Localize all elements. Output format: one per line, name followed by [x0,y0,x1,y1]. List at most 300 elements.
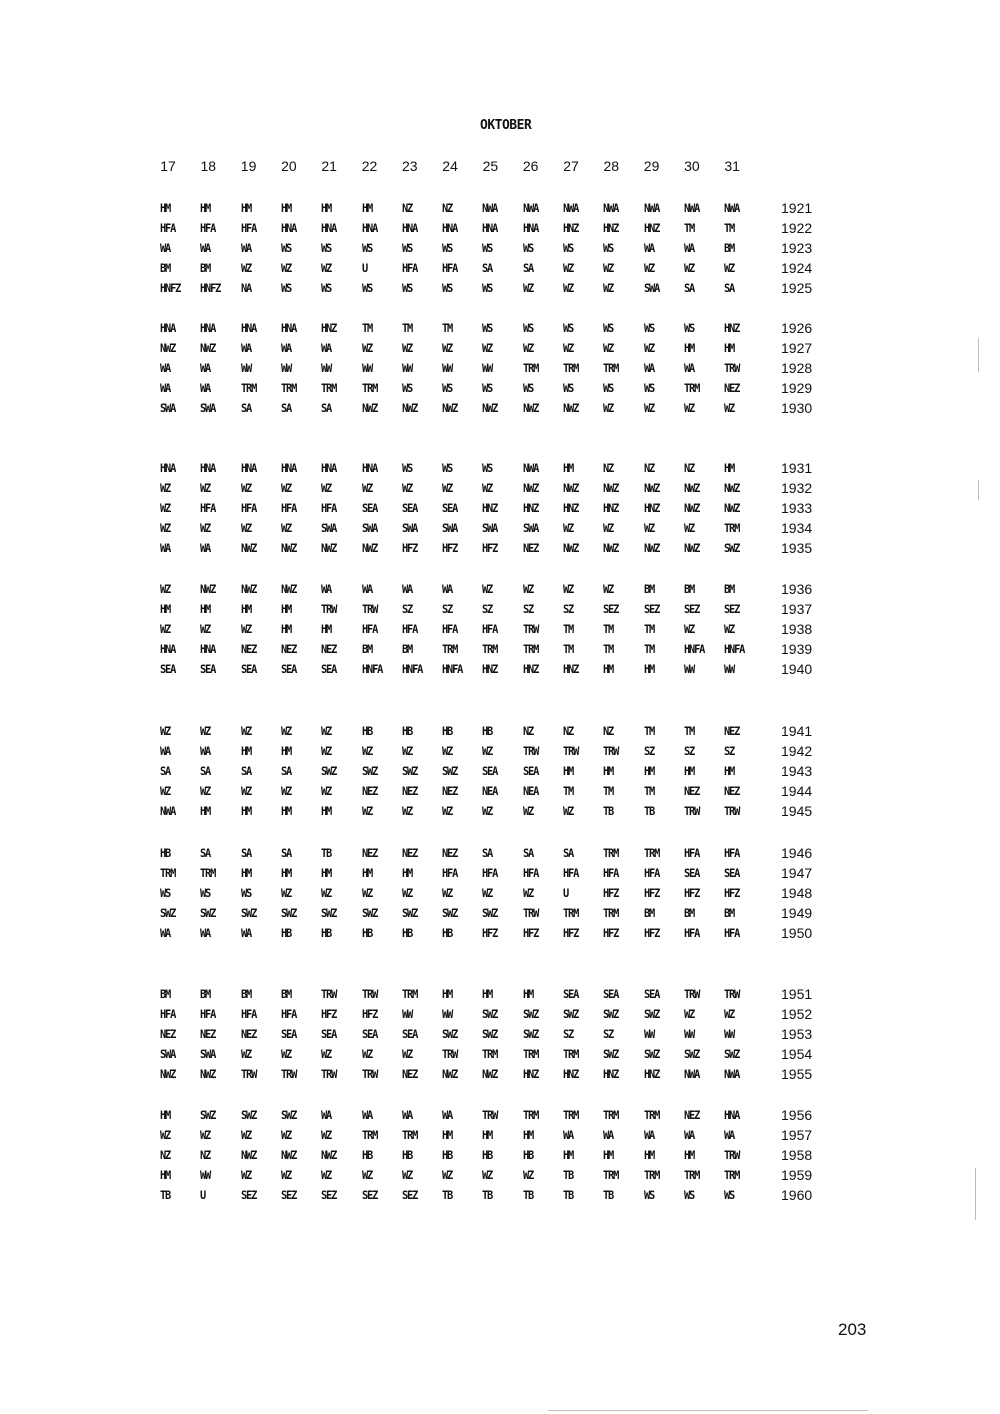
year-label: 1955 [781,1066,813,1083]
weather-type-cell: HNFA [724,642,745,657]
weather-type-cell: HNA [482,221,498,236]
weather-type-cell: WA [321,582,332,596]
weather-type-cell: SEA [724,866,740,881]
weather-type-cell: NZ [160,1148,171,1163]
weather-type-cell: TB [603,804,614,819]
weather-type-cell: TRM [724,521,740,536]
weather-type-cell: TRM [603,906,619,921]
weather-type-cell: HM [160,602,171,617]
weather-type-cell: WZ [200,521,211,536]
weather-type-cell: SA [522,261,533,276]
weather-type-cell: HM [200,602,211,617]
weather-type-cell: TM [603,642,614,657]
day-header: 26 [522,158,539,174]
weather-type-cell: TRW [683,987,700,1001]
weather-type-cell: SWZ [482,1007,498,1022]
weather-type-cell: HM [643,764,654,779]
weather-type-cell: TRW [603,744,619,759]
weather-type-cell: HB [401,926,412,941]
weather-type-cell: WZ [482,341,493,356]
weather-type-cell: SA [240,764,251,779]
weather-type-cell: TB [522,1188,533,1203]
weather-type-cell: WS [200,886,211,901]
year-label: 1946 [781,845,813,861]
weather-type-cell: SEA [603,987,619,1001]
weather-type-cell: TRW [522,622,538,637]
weather-type-cell: WA [160,381,171,396]
weather-type-cell: HM [280,866,292,881]
weather-type-cell: HNA [724,1108,740,1122]
weather-type-cell: WA [160,926,171,941]
weather-type-cell: HM [321,866,332,881]
weather-type-cell: TM [361,321,372,335]
weather-type-cell: HM [361,866,372,881]
weather-type-cell: SWA [643,281,659,296]
weather-type-cell: WA [563,1128,574,1143]
weather-type-cell: NWA [563,201,579,215]
weather-type-cell: WZ [522,341,533,356]
weather-type-cell: TRW [683,804,700,819]
weather-type-cell: SEA [280,662,297,677]
weather-type-cell: NWZ [280,541,297,556]
weather-type-cell: WZ [401,481,412,496]
weather-type-cell: NEZ [280,642,297,657]
weather-type-cell: NZ [442,201,453,215]
weather-type-cell: WW [240,361,251,376]
weather-type-cell: WA [240,241,251,256]
weather-type-cell: HM [563,764,574,779]
weather-type-cell: TRW [724,1148,740,1163]
weather-type-cell: BM [724,906,735,921]
weather-type-cell: NWA [603,201,619,215]
weather-type-cell: WA [401,1108,412,1122]
weather-type-cell: TRM [563,361,579,376]
weather-type-cell: SWA [160,1047,176,1062]
weather-type-cell: WS [482,241,493,256]
weather-type-cell: SWZ [643,1007,659,1022]
weather-type-cell: WW [401,361,412,376]
year-label: 1938 [781,621,813,638]
weather-type-cell: NWA [522,201,538,215]
weather-type-cell: SEA [643,987,659,1001]
weather-type-cell: NWZ [683,481,700,496]
weather-type-cell: HM [603,662,614,677]
weather-type-cell: NEZ [401,1067,417,1082]
weather-type-cell: WS [603,241,614,256]
weather-type-cell: WA [160,541,171,556]
weather-type-cell: WZ [683,521,695,536]
day-header: 23 [402,158,418,174]
weather-type-cell: HNA [361,221,377,236]
weather-type-cell: SWZ [724,541,740,556]
weather-type-cell: NWZ [200,341,216,356]
weather-type-cell: WA [683,361,695,376]
weather-type-cell: TRM [563,1108,579,1122]
weather-type-cell: SEZ [240,1188,256,1203]
year-label: 1932 [781,480,813,497]
weather-type-cell: WA [321,1108,332,1122]
weather-type-cell: HM [321,201,332,215]
weather-type-cell: WA [200,926,211,941]
weather-type-cell: WZ [361,481,372,496]
weather-type-cell: SWZ [361,764,377,779]
year-label: 1923 [781,240,813,257]
year-label: 1930 [781,400,813,417]
weather-type-cell: SWZ [401,906,417,921]
weather-type-cell: HFZ [321,1007,337,1022]
weather-type-cell: SZ [482,602,493,617]
weather-type-cell: WS [482,381,493,396]
weather-type-cell: WZ [724,261,735,276]
weather-type-cell: BM [643,582,654,596]
weather-type-cell: HNA [401,221,417,236]
weather-type-cell: TM [643,642,654,657]
weather-type-cell: WZ [240,724,251,738]
weather-type-cell: HFZ [724,886,740,901]
weather-type-cell: HNFA [361,662,382,677]
weather-type-cell: WZ [643,341,654,356]
weather-type-cell: WA [724,1128,735,1143]
weather-type-cell: TM [563,642,574,657]
weather-type-cell: TM [643,724,654,738]
weather-type-cell: HM [240,744,251,759]
year-label: 1944 [781,783,813,800]
weather-type-cell: WA [683,241,695,256]
year-label: 1925 [781,280,813,297]
weather-type-cell: SZ [442,602,453,617]
weather-type-cell: WS [361,241,372,256]
weather-type-cell: HM [724,461,735,475]
weather-type-cell: TRW [482,1108,498,1122]
weather-type-cell: HM [603,1148,614,1163]
weather-type-cell: TB [603,1188,614,1203]
weather-type-cell: TM [683,221,695,236]
weather-type-cell: SWZ [280,1108,297,1122]
weather-type-cell: SWA [160,401,176,416]
weather-type-cell: HFA [240,501,256,516]
weather-type-cell: WA [361,1108,372,1122]
weather-type-cell: NEZ [442,784,458,799]
weather-type-cell: U [361,261,367,276]
weather-type-cell: NWZ [160,341,176,356]
day-header: 18 [200,158,217,174]
weather-type-cell: NWZ [724,481,740,496]
weather-type-cell: HB [361,724,372,738]
weather-type-cell: HNA [240,461,256,475]
weather-type-cell: WZ [361,341,372,356]
weather-type-cell: NWZ [321,1148,337,1163]
weather-type-cell: WZ [522,582,533,596]
weather-type-cell: SEA [280,1027,297,1042]
weather-type-cell: WZ [401,341,412,356]
weather-type-cell: TRM [643,846,659,860]
weather-type-cell: HNZ [563,221,579,236]
weather-type-cell: NZ [603,724,614,738]
weather-type-cell: WZ [321,724,332,738]
weather-type-cell: TRM [522,1047,538,1062]
weather-type-cell: HNZ [482,501,498,516]
weather-type-cell: WA [160,361,171,376]
year-label: 1948 [781,885,813,902]
year-label: 1954 [781,1046,813,1063]
weather-type-cell: WZ [361,744,372,759]
weather-type-cell: WA [160,744,171,759]
weather-type-cell: HNA [321,221,337,236]
weather-type-cell: HFA [724,846,740,860]
weather-type-cell: TRM [643,1168,659,1183]
weather-type-cell: WA [603,1128,614,1143]
weather-type-cell: HM [361,201,372,215]
weather-type-cell: HFA [321,501,337,516]
weather-type-cell: WZ [401,804,412,819]
weather-type-cell: TRW [724,361,740,376]
weather-type-cell: NZ [643,461,654,475]
weather-type-cell: HM [160,1168,171,1183]
day-header: 19 [240,158,257,174]
weather-type-cell: WZ [321,261,332,276]
weather-type-cell: HFA [280,501,297,516]
weather-type-cell: HB [482,1148,493,1163]
weather-type-cell: SWZ [240,906,256,921]
weather-type-cell: TB [563,1168,574,1183]
weather-type-cell: WZ [401,1047,412,1062]
weather-type-cell: WZ [522,1168,533,1183]
year-label: 1929 [781,380,813,397]
weather-type-cell: WS [361,281,372,296]
weather-type-cell: TB [482,1188,493,1203]
weather-type-cell: SWA [522,521,538,536]
weather-type-cell: HNZ [482,662,498,677]
weather-type-cell: WZ [683,401,695,416]
weather-type-cell: HM [240,866,251,881]
weather-type-cell: WA [361,582,372,596]
weather-type-cell: WZ [482,1168,493,1183]
weather-type-cell: TRW [724,987,740,1001]
weather-type-cell: WS [643,321,654,335]
weather-type-cell: BM [361,642,372,657]
weather-type-cell: NWZ [200,1067,216,1082]
weather-type-cell: WS [563,381,574,396]
weather-type-cell: WZ [160,582,171,596]
weather-type-cell: HNA [361,461,377,475]
weather-type-cell: HM [280,744,292,759]
weather-type-cell: WZ [563,521,574,536]
weather-type-cell: HM [442,1128,453,1143]
weather-type-cell: TM [643,622,654,637]
weather-type-cell: WZ [401,1168,412,1183]
weather-type-cell: TM [683,724,695,738]
weather-type-cell: WS [643,381,654,396]
weather-type-cell: TRW [442,1047,458,1062]
weather-type-cell: WZ [361,804,372,819]
weather-type-cell: NEZ [724,784,740,799]
weather-type-cell: TRW [240,1067,256,1082]
weather-type-cell: TM [442,321,453,335]
year-label: 1921 [781,200,813,216]
weather-type-cell: WZ [321,886,332,901]
weather-type-cell: SA [683,281,695,296]
weather-type-cell: HNZ [603,1067,619,1082]
weather-type-cell: WA [643,361,654,376]
weather-type-cell: SEZ [401,1188,417,1203]
weather-type-cell: NWA [522,461,538,475]
weather-type-cell: HM [280,804,292,819]
weather-type-cell: NWZ [361,541,377,556]
year-label: 1937 [781,601,813,618]
weather-type-cell: WW [724,1027,735,1042]
weather-type-cell: WZ [280,724,292,738]
weather-type-cell: NZ [683,461,695,475]
weather-type-cell: HFZ [603,886,619,901]
weather-type-cell: HM [563,461,574,475]
weather-type-cell: BM [401,642,412,657]
weather-type-cell: TRM [603,846,619,860]
weather-type-cell: SZ [603,1027,614,1042]
weather-type-cell: NWZ [401,401,417,416]
weather-type-cell: NEZ [724,381,740,396]
weather-type-cell: WW [724,662,735,677]
scan-edge-mark [548,1410,868,1411]
weather-type-cell: WS [522,241,533,256]
weather-type-cell: HFZ [482,541,498,556]
weather-type-cell: NWZ [482,1067,498,1082]
weather-type-cell: WA [643,241,654,256]
weather-type-cell: WS [482,281,493,296]
weather-type-cell: HNZ [643,221,659,236]
weather-type-cell: TRM [321,381,337,396]
weather-type-cell: WZ [724,1007,735,1022]
weather-type-cell: WZ [683,261,695,276]
weather-type-cell: WZ [603,341,614,356]
weather-type-cell: HNA [200,642,216,657]
weather-type-cell: SWZ [401,764,417,779]
weather-type-cell: TRW [361,1067,377,1082]
weather-type-cell: HNA [160,642,176,657]
weather-type-cell: NWZ [563,541,579,556]
weather-type-cell: NWZ [240,582,256,596]
weather-type-cell: NWZ [603,541,619,556]
weather-type-cell: HNZ [522,662,538,677]
weather-type-cell: TRM [361,1128,377,1143]
weather-type-cell: WA [321,341,332,356]
weather-type-cell: HFZ [603,926,619,941]
weather-type-cell: WZ [160,724,171,738]
weather-type-cell: SZ [724,744,735,759]
weather-type-cell: HNZ [724,321,740,335]
weather-type-cell: SEZ [724,602,740,617]
weather-type-cell: TRM [643,1108,659,1122]
weather-type-cell: NZ [401,201,412,215]
weather-type-cell: SWA [200,401,216,416]
weather-type-cell: TRM [361,381,377,396]
weather-type-cell: WZ [240,481,251,496]
weather-type-cell: SEA [321,662,337,677]
weather-type-cell: WZ [522,281,533,296]
year-label: 1941 [781,723,813,739]
weather-type-cell: HFA [683,926,700,941]
weather-type-cell: TRM [280,381,297,396]
weather-type-cell: HB [482,724,493,738]
year-label: 1958 [781,1147,813,1164]
weather-type-cell: NEZ [724,724,740,738]
weather-type-cell: WS [321,281,332,296]
weather-type-cell: HNA [200,461,216,475]
year-label: 1950 [781,925,813,942]
weather-type-cell: HFZ [401,541,417,556]
weather-type-cell: TM [603,622,614,637]
weather-type-cell: HM [482,1128,493,1143]
weather-type-cell: BM [683,906,695,921]
day-header: 22 [361,158,378,174]
weather-type-cell: SWA [482,521,498,536]
weather-type-cell: SWZ [603,1047,619,1062]
weather-type-cell: BM [724,582,735,596]
weather-type-cell: TRM [563,906,579,921]
weather-type-cell: WS [442,281,453,296]
weather-type-cell: NEZ [442,846,458,860]
weather-type-cell: SWZ [200,1108,216,1122]
weather-type-cell: NEZ [522,541,538,556]
weather-type-cell: WS [683,1188,695,1203]
weather-type-cell: HNZ [603,501,619,516]
weather-type-cell: HB [401,1148,412,1163]
weather-type-cell: NZ [603,461,614,475]
weather-type-cell: HNFZ [160,281,181,296]
weather-type-cell: NWA [643,201,659,215]
weather-type-cell: U [563,886,569,901]
weather-type-cell: WZ [482,886,493,901]
weather-type-cell: WZ [361,1047,372,1062]
weather-type-cell: SWZ [200,906,216,921]
weather-type-cell: SWZ [321,764,337,779]
weather-type-cell: WZ [603,281,614,296]
weather-type-cell: TRM [482,1047,498,1062]
weather-type-cell: WS [603,321,614,335]
weather-type-cell: SA [280,846,292,860]
weather-type-cell: HNZ [563,1067,579,1082]
weather-type-cell: HFA [603,866,619,881]
weather-type-cell: SZ [522,602,533,617]
weather-type-cell: SEA [401,501,417,516]
weather-type-cell: HB [401,724,412,738]
year-label: 1933 [781,500,813,517]
weather-type-cell: SEA [160,662,176,677]
weather-type-cell: WS [401,241,412,256]
weather-type-cell: HNA [240,321,256,335]
weather-type-cell: NWZ [442,1067,458,1082]
weather-type-cell: NWZ [321,541,337,556]
day-header: 20 [281,158,297,174]
weather-type-cell: SEZ [643,602,659,617]
weather-type-cell: WS [442,241,453,256]
weather-type-cell: HB [442,1148,453,1163]
weather-type-cell: NWZ [442,401,458,416]
weather-type-cell: SWZ [280,906,297,921]
weather-type-cell: NEZ [401,846,417,860]
weather-type-cell: SEA [361,501,377,516]
weather-type-cell: HM [280,602,292,617]
weather-type-cell: WZ [724,401,735,416]
weather-type-cell: HM [724,764,735,779]
weather-type-cell: BM [240,987,251,1001]
weather-type-cell: HNA [321,461,337,475]
weather-type-cell: HNZ [563,662,579,677]
weather-type-cell: HM [643,1148,654,1163]
weather-type-cell: TRW [280,1067,297,1082]
weather-type-cell: SA [563,846,574,860]
year-label: 1945 [781,803,813,820]
weather-type-cell: TRM [482,642,498,657]
